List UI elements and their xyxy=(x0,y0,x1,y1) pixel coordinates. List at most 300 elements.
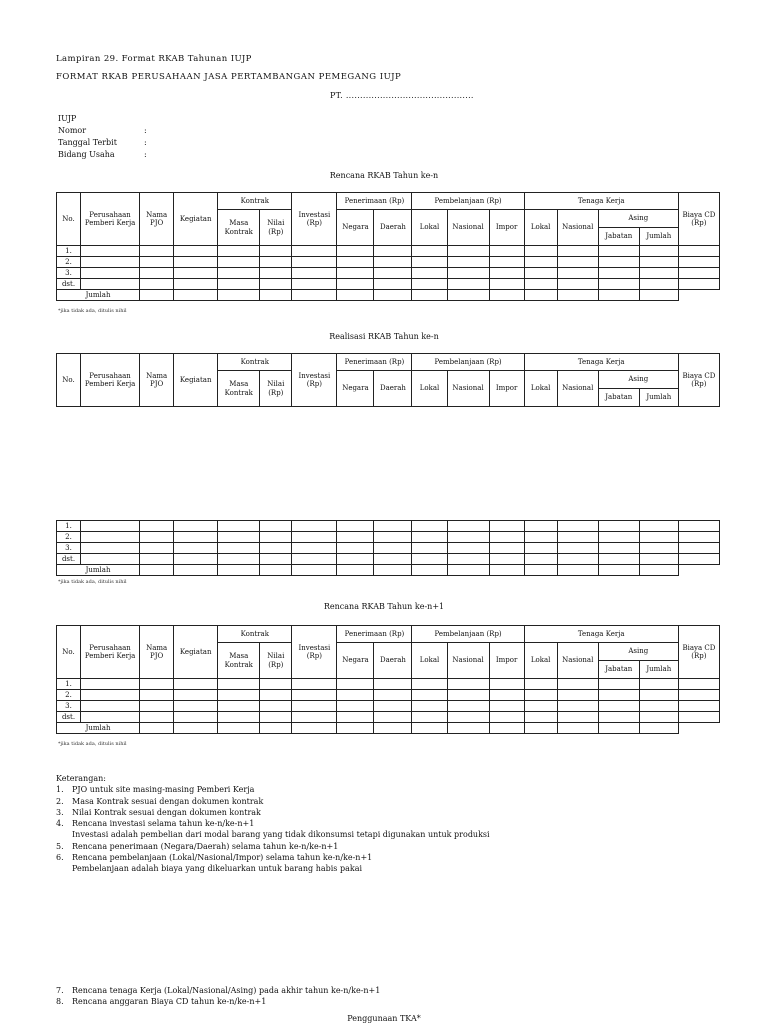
jumlah-label: Jumlah xyxy=(57,723,140,734)
row-number: 2. xyxy=(57,257,81,268)
table-cell xyxy=(337,532,374,543)
table-cell xyxy=(639,679,678,690)
info-sep: : xyxy=(144,138,147,147)
col-lokal: Lokal xyxy=(412,371,447,407)
table-cell xyxy=(557,554,598,565)
iujp-label: IUJP xyxy=(58,114,77,123)
table-cell xyxy=(260,521,292,532)
document-title: FORMAT RKAB PERUSAHAAN JASA PERTAMBANGAN PEMEGANG IUJP xyxy=(56,72,402,82)
row-number: 3. xyxy=(57,701,81,712)
table-cell xyxy=(489,268,524,279)
table-cell xyxy=(639,565,678,576)
table-cell xyxy=(292,565,337,576)
col-no: No. xyxy=(57,193,81,246)
col-negara: Negara xyxy=(337,371,374,407)
table-cell xyxy=(337,521,374,532)
table-cell xyxy=(447,268,489,279)
table-cell xyxy=(598,257,639,268)
table-cell xyxy=(447,690,489,701)
table-cell xyxy=(557,679,598,690)
col-nasional: Nasional xyxy=(447,210,489,246)
table-cell xyxy=(524,268,557,279)
row-number: 2. xyxy=(57,690,81,701)
col-nama-pjo: Nama PJO xyxy=(140,354,174,407)
table-row-jumlah xyxy=(57,565,720,576)
table-cell xyxy=(678,712,719,723)
table-row xyxy=(57,554,720,565)
col-jabatan: Jabatan xyxy=(598,661,639,679)
table-cell xyxy=(678,543,719,554)
table-cell xyxy=(447,279,489,290)
table-cell xyxy=(374,690,412,701)
table-cell xyxy=(218,565,260,576)
row-number: 2. xyxy=(57,532,81,543)
col-masa-kontrak: Masa Kontrak xyxy=(218,210,260,246)
col-nilai: Nilai (Rp) xyxy=(260,371,292,407)
table-cell xyxy=(524,521,557,532)
info-label: Tanggal Terbit xyxy=(58,138,117,147)
table-cell xyxy=(447,290,489,301)
table-cell xyxy=(218,679,260,690)
table-cell xyxy=(489,723,524,734)
table-cell xyxy=(337,279,374,290)
table-cell xyxy=(374,532,412,543)
row-number: dst. xyxy=(57,554,81,565)
table-cell xyxy=(412,290,447,301)
table-cell xyxy=(174,532,218,543)
list-item xyxy=(56,829,490,840)
col-jumlah: Jumlah xyxy=(639,661,678,679)
table-cell xyxy=(524,565,557,576)
table-cell xyxy=(260,290,292,301)
table-cell xyxy=(337,701,374,712)
info-sep: : xyxy=(144,150,147,159)
table-cell xyxy=(260,554,292,565)
col-daerah: Daerah xyxy=(374,371,412,407)
table-cell xyxy=(678,532,719,543)
table-cell xyxy=(140,701,174,712)
table-cell xyxy=(489,701,524,712)
row-number: 1. xyxy=(57,521,81,532)
table-cell xyxy=(174,521,218,532)
table-cell xyxy=(412,723,447,734)
col-tk-lokal: Lokal xyxy=(524,210,557,246)
table-cell xyxy=(337,554,374,565)
item-number: 6. xyxy=(56,853,64,863)
table-cell xyxy=(447,246,489,257)
table-cell xyxy=(639,554,678,565)
table-row-jumlah xyxy=(57,290,720,301)
col-biaya-cd: Biaya CD (Rp) xyxy=(678,626,719,679)
item-text: Rencana penerimaan (Negara/Daerah) selama tahun ke-n/ke-n+1 xyxy=(72,841,339,851)
table-cell xyxy=(447,565,489,576)
table-cell xyxy=(292,257,337,268)
table-cell xyxy=(140,279,174,290)
col-jumlah: Jumlah xyxy=(639,389,678,407)
table-cell xyxy=(524,279,557,290)
table-row xyxy=(57,246,720,257)
list-item xyxy=(56,818,490,829)
item-text: Investasi adalah pembelian dari modal barang yang tidak dikonsumsi tetapi digunakan untuk produksi xyxy=(72,830,490,840)
table-cell xyxy=(337,679,374,690)
col-pembelanjaan: Pembelanjaan (Rp) xyxy=(412,354,524,371)
row-number: 1. xyxy=(57,679,81,690)
table-cell xyxy=(524,543,557,554)
table-cell xyxy=(337,565,374,576)
col-asing: Asing xyxy=(598,371,678,389)
jumlah-label: Jumlah xyxy=(57,565,140,576)
col-biaya-cd: Biaya CD (Rp) xyxy=(678,354,719,407)
table-cell xyxy=(292,723,337,734)
item-number: 1. xyxy=(56,785,64,795)
table-cell xyxy=(489,290,524,301)
table-cell xyxy=(292,690,337,701)
table-cell xyxy=(374,257,412,268)
table-row xyxy=(57,543,720,554)
table-cell xyxy=(557,290,598,301)
col-nilai: Nilai (Rp) xyxy=(260,210,292,246)
row-number: 3. xyxy=(57,543,81,554)
table-cell xyxy=(598,279,639,290)
table-cell xyxy=(292,279,337,290)
col-perusahaan: Perusahaan Pemberi Kerja xyxy=(81,626,140,679)
table-cell xyxy=(81,701,140,712)
col-impor: Impor xyxy=(489,371,524,407)
list-item xyxy=(56,863,490,874)
table-cell xyxy=(81,246,140,257)
table-cell xyxy=(292,712,337,723)
footnote: *jika tidak ada, ditulis nihil xyxy=(58,579,127,585)
table-cell xyxy=(639,290,678,301)
table-cell xyxy=(447,723,489,734)
table-cell xyxy=(218,257,260,268)
table-cell xyxy=(174,565,218,576)
item-text: Nilai Kontrak sesuai dengan dokumen kontrak xyxy=(72,807,261,817)
table-cell xyxy=(292,290,337,301)
item-text: Rencana tenaga Kerja (Lokal/Nasional/Asing) pada akhir tahun ke-n/ke-n+1 xyxy=(72,986,381,995)
table-cell xyxy=(639,723,678,734)
table-cell xyxy=(489,543,524,554)
table-cell xyxy=(598,268,639,279)
table-cell xyxy=(412,532,447,543)
table-cell xyxy=(678,554,719,565)
table-cell xyxy=(140,532,174,543)
table-cell xyxy=(218,543,260,554)
table-cell xyxy=(598,246,639,257)
table-cell xyxy=(447,679,489,690)
table-cell xyxy=(337,543,374,554)
item-number: 7. xyxy=(56,986,64,995)
col-tk-nasional: Nasional xyxy=(557,210,598,246)
table-cell xyxy=(447,521,489,532)
col-kontrak: Kontrak xyxy=(218,626,292,643)
row-number: dst. xyxy=(57,712,81,723)
table-cell xyxy=(292,246,337,257)
item-text: Masa Kontrak sesuai dengan dokumen kontrak xyxy=(72,796,264,806)
col-kontrak: Kontrak xyxy=(218,193,292,210)
table-rencana-n xyxy=(56,192,720,301)
table-cell xyxy=(447,257,489,268)
list-item xyxy=(56,996,380,1007)
item-number xyxy=(56,863,72,874)
table-cell xyxy=(260,723,292,734)
table-cell xyxy=(639,246,678,257)
table-cell xyxy=(260,543,292,554)
col-perusahaan: Perusahaan Pemberi Kerja xyxy=(81,354,140,407)
table-cell xyxy=(218,268,260,279)
table-cell xyxy=(598,690,639,701)
table-cell xyxy=(412,543,447,554)
table-realisasi-n-body xyxy=(56,520,720,576)
table-cell xyxy=(218,554,260,565)
table-cell xyxy=(218,690,260,701)
table-row xyxy=(57,701,720,712)
col-tenaga-kerja: Tenaga Kerja xyxy=(524,193,678,210)
table-cell xyxy=(524,532,557,543)
table-cell xyxy=(337,257,374,268)
table-cell xyxy=(260,565,292,576)
table-cell xyxy=(678,679,719,690)
col-biaya-cd: Biaya CD (Rp) xyxy=(678,193,719,246)
footnote: *jika tidak ada, ditulis nihil xyxy=(58,308,127,314)
col-negara: Negara xyxy=(337,210,374,246)
table-cell xyxy=(174,554,218,565)
table-cell xyxy=(374,279,412,290)
table-cell xyxy=(639,701,678,712)
table-cell xyxy=(260,679,292,690)
table-cell xyxy=(292,543,337,554)
table-cell xyxy=(412,690,447,701)
list-item xyxy=(56,841,490,852)
table-cell xyxy=(639,279,678,290)
table-cell xyxy=(412,521,447,532)
item-number: 2. xyxy=(56,796,64,806)
table-cell xyxy=(374,554,412,565)
col-lokal: Lokal xyxy=(412,210,447,246)
table-cell xyxy=(374,712,412,723)
table-cell xyxy=(140,690,174,701)
table-cell xyxy=(174,268,218,279)
pt-field: PT. ............................................. xyxy=(330,91,474,100)
col-perusahaan: Perusahaan Pemberi Kerja xyxy=(81,193,140,246)
table-cell xyxy=(447,532,489,543)
table-cell xyxy=(489,521,524,532)
table-cell xyxy=(447,554,489,565)
col-tk-lokal: Lokal xyxy=(524,371,557,407)
table-cell xyxy=(678,701,719,712)
table-cell xyxy=(260,246,292,257)
table-cell xyxy=(218,521,260,532)
table-row xyxy=(57,679,720,690)
table-cell xyxy=(489,279,524,290)
table-cell xyxy=(678,257,719,268)
info-label: Nomor xyxy=(58,126,87,135)
table-row xyxy=(57,257,720,268)
table-cell xyxy=(447,701,489,712)
list-item xyxy=(56,807,490,818)
table-cell xyxy=(218,532,260,543)
table-cell xyxy=(81,268,140,279)
info-row-bidang xyxy=(58,149,147,161)
table-cell xyxy=(292,679,337,690)
table-cell xyxy=(412,712,447,723)
table-cell xyxy=(292,521,337,532)
col-tk-lokal: Lokal xyxy=(524,643,557,679)
col-nilai: Nilai (Rp) xyxy=(260,643,292,679)
table-cell xyxy=(140,712,174,723)
col-masa-kontrak: Masa Kontrak xyxy=(218,643,260,679)
table-cell xyxy=(174,246,218,257)
table-cell xyxy=(489,532,524,543)
table-cell xyxy=(639,257,678,268)
table-cell xyxy=(489,565,524,576)
list-item xyxy=(56,985,380,996)
table-cell xyxy=(524,679,557,690)
col-kegiatan: Kegiatan xyxy=(174,354,218,407)
table-cell xyxy=(218,279,260,290)
table-cell xyxy=(174,701,218,712)
table-cell xyxy=(489,246,524,257)
table-cell xyxy=(81,521,140,532)
col-kegiatan: Kegiatan xyxy=(174,193,218,246)
table-cell xyxy=(598,679,639,690)
table-cell xyxy=(598,521,639,532)
info-sep: : xyxy=(144,126,147,135)
col-nama-pjo: Nama PJO xyxy=(140,626,174,679)
table-cell xyxy=(174,723,218,734)
table-realisasi-n-header xyxy=(56,353,720,407)
table-cell xyxy=(557,257,598,268)
item-text: Rencana anggaran Biaya CD tahun ke-n/ke-n+1 xyxy=(72,997,267,1007)
table-cell xyxy=(140,521,174,532)
col-no: No. xyxy=(57,626,81,679)
table-cell xyxy=(639,268,678,279)
col-no: No. xyxy=(57,354,81,407)
table-cell xyxy=(557,565,598,576)
table-cell xyxy=(174,279,218,290)
table-cell xyxy=(524,712,557,723)
table-cell xyxy=(81,690,140,701)
table-cell xyxy=(678,268,719,279)
table-cell xyxy=(524,723,557,734)
lampiran-label: Lampiran 29. Format RKAB Tahunan IUJP xyxy=(56,54,252,64)
table-cell xyxy=(639,521,678,532)
section-title-realisasi-n: Realisasi RKAB Tahun ke-n xyxy=(329,332,439,341)
col-impor: Impor xyxy=(489,643,524,679)
item-number: 5. xyxy=(56,841,64,851)
table-cell xyxy=(557,723,598,734)
col-asing: Asing xyxy=(598,643,678,661)
table-cell xyxy=(374,723,412,734)
table-row xyxy=(57,521,720,532)
table-cell xyxy=(524,257,557,268)
list-item xyxy=(56,796,490,807)
item-text: Pembelanjaan adalah biaya yang dikeluarkan untuk barang habis pakai xyxy=(72,864,363,874)
table-cell xyxy=(447,712,489,723)
table-cell xyxy=(337,268,374,279)
col-kegiatan: Kegiatan xyxy=(174,626,218,679)
table-cell xyxy=(489,679,524,690)
footnote: *jika tidak ada, ditulis nihil xyxy=(58,741,127,747)
col-penerimaan: Penerimaan (Rp) xyxy=(337,626,412,643)
table-cell xyxy=(140,565,174,576)
item-number xyxy=(56,829,72,840)
col-lokal: Lokal xyxy=(412,643,447,679)
table-cell xyxy=(260,532,292,543)
col-negara: Negara xyxy=(337,643,374,679)
table-cell xyxy=(557,246,598,257)
table-cell xyxy=(557,532,598,543)
col-nasional: Nasional xyxy=(447,643,489,679)
table-cell xyxy=(557,521,598,532)
table-cell xyxy=(412,679,447,690)
table-cell xyxy=(557,543,598,554)
table-cell xyxy=(598,543,639,554)
table-cell xyxy=(524,246,557,257)
row-number: dst. xyxy=(57,279,81,290)
table-cell xyxy=(598,532,639,543)
table-cell xyxy=(81,543,140,554)
table-cell xyxy=(557,268,598,279)
col-kontrak: Kontrak xyxy=(218,354,292,371)
table-cell xyxy=(412,268,447,279)
col-pembelanjaan: Pembelanjaan (Rp) xyxy=(412,626,524,643)
table-cell xyxy=(524,554,557,565)
row-number: 3. xyxy=(57,268,81,279)
table-cell xyxy=(218,246,260,257)
section-title-rencana-n: Rencana RKAB Tahun ke-n xyxy=(329,171,439,180)
col-jumlah: Jumlah xyxy=(639,228,678,246)
table-cell xyxy=(292,268,337,279)
keterangan-bottom xyxy=(56,985,380,1008)
table-cell xyxy=(412,279,447,290)
table-cell xyxy=(557,279,598,290)
list-item xyxy=(56,852,490,863)
col-asing: Asing xyxy=(598,210,678,228)
col-nama-pjo: Nama PJO xyxy=(140,193,174,246)
table-cell xyxy=(678,279,719,290)
table-cell xyxy=(524,690,557,701)
table-cell xyxy=(174,712,218,723)
table-cell xyxy=(598,712,639,723)
table-cell xyxy=(81,257,140,268)
table-cell xyxy=(374,246,412,257)
table-cell xyxy=(337,290,374,301)
table-cell xyxy=(412,701,447,712)
table-cell xyxy=(292,554,337,565)
col-pembelanjaan: Pembelanjaan (Rp) xyxy=(412,193,524,210)
table-cell xyxy=(678,246,719,257)
table-cell xyxy=(374,679,412,690)
table-cell xyxy=(337,246,374,257)
keterangan-title: Keterangan: xyxy=(56,774,106,783)
table-cell xyxy=(292,532,337,543)
table-cell xyxy=(218,290,260,301)
table-cell xyxy=(598,565,639,576)
table-cell xyxy=(218,723,260,734)
table-cell xyxy=(639,532,678,543)
table-cell xyxy=(639,543,678,554)
table-cell xyxy=(140,543,174,554)
table-cell xyxy=(598,554,639,565)
table-cell xyxy=(260,279,292,290)
table-cell xyxy=(140,554,174,565)
table-cell xyxy=(218,701,260,712)
table-cell xyxy=(678,521,719,532)
table-cell xyxy=(292,701,337,712)
col-jabatan: Jabatan xyxy=(598,228,639,246)
col-tenaga-kerja: Tenaga Kerja xyxy=(524,626,678,643)
